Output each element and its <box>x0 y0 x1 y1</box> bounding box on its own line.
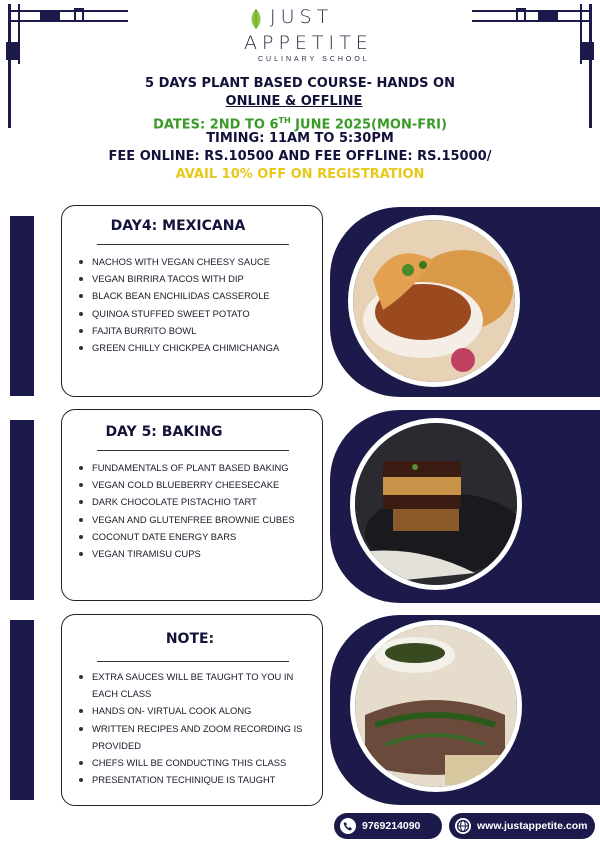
day5-card <box>61 409 323 601</box>
day5-title: DAY 5: BAKING <box>105 424 223 440</box>
course-dates: DATES: 2ND TO 6TH JUNE 2025(MON-FRI) <box>153 116 447 133</box>
phone-number: 9769214090 <box>362 820 421 832</box>
leaf-icon <box>249 8 263 30</box>
divider <box>97 244 289 245</box>
list-item: VEGAN COLD BLUEBERRY CHEESECAKE <box>74 476 316 493</box>
list-item: VEGAN BIRRIRA TACOS WITH DIP <box>74 270 316 287</box>
list-item: VEGAN AND GLUTENFREE BROWNIE CUBES <box>74 511 316 528</box>
left-accent-bar <box>10 420 34 600</box>
list-item: WRITTEN RECIPES AND ZOOM RECORDING IS PROVIDED <box>74 720 316 754</box>
list-item: QUINOA STUFFED SWEET POTATO <box>74 305 316 322</box>
day5-menu-list <box>74 459 316 562</box>
list-item: HANDS ON- VIRTUAL COOK ALONG <box>74 702 316 719</box>
list-item: BLACK BEAN ENCHILIDAS CASSEROLE <box>74 287 316 304</box>
list-item: EXTRA SAUCES WILL BE TAUGHT TO YOU IN EACH CLASS <box>74 668 316 702</box>
noodles-photo <box>350 620 522 792</box>
list-item: FAJITA BURRITO BOWL <box>74 322 316 339</box>
offer-text: AVAIL 10% OFF ON REGISTRATION <box>175 167 425 182</box>
course-fee: FEE ONLINE: RS.10500 AND FEE OFFLINE: RS.15000/ <box>108 149 492 164</box>
day4-menu-list <box>74 253 316 356</box>
course-timing: TIMING: 11AM TO 5:30PM <box>206 131 394 146</box>
logo-tagline: CULINARY SCHOOL <box>258 56 370 63</box>
day4-card <box>61 205 323 397</box>
list-item: PRESENTATION TECHINIQUE IS TAUGHT <box>74 771 316 788</box>
logo-word-just: JUST <box>270 6 334 28</box>
tacos-photo <box>348 215 520 387</box>
note-card <box>61 614 323 806</box>
divider <box>97 450 289 451</box>
list-item: VEGAN TIRAMISU CUPS <box>74 545 316 562</box>
phone-button[interactable] <box>334 813 442 839</box>
list-item: GREEN CHILLY CHICKPEA CHIMICHANGA <box>74 339 316 356</box>
globe-icon <box>455 818 471 834</box>
logo-word-appetite: APPETITE <box>244 32 373 54</box>
phone-icon <box>340 818 356 834</box>
website-link[interactable] <box>449 813 595 839</box>
list-item: FUNDAMENTALS OF PLANT BASED BAKING <box>74 459 316 476</box>
note-list <box>74 668 316 788</box>
day4-title: DAY4: MEXICANA <box>110 218 246 234</box>
list-item: CHEFS WILL BE CONDUCTING THIS CLASS <box>74 754 316 771</box>
list-item: NACHOS WITH VEGAN CHEESY SAUCE <box>74 253 316 270</box>
left-accent-bar <box>10 216 34 396</box>
note-title: NOTE: <box>165 631 215 647</box>
list-item: DARK CHOCOLATE PISTACHIO TART <box>74 493 316 510</box>
list-item: COCONUT DATE ENERGY BARS <box>74 528 316 545</box>
course-mode: ONLINE & OFFLINE <box>225 94 363 109</box>
website-url: www.justappetite.com <box>477 820 588 832</box>
brownie-photo <box>350 418 522 590</box>
course-title: 5 DAYS PLANT BASED COURSE- HANDS ON <box>145 76 455 91</box>
left-accent-bar <box>10 620 34 800</box>
divider <box>97 661 289 662</box>
